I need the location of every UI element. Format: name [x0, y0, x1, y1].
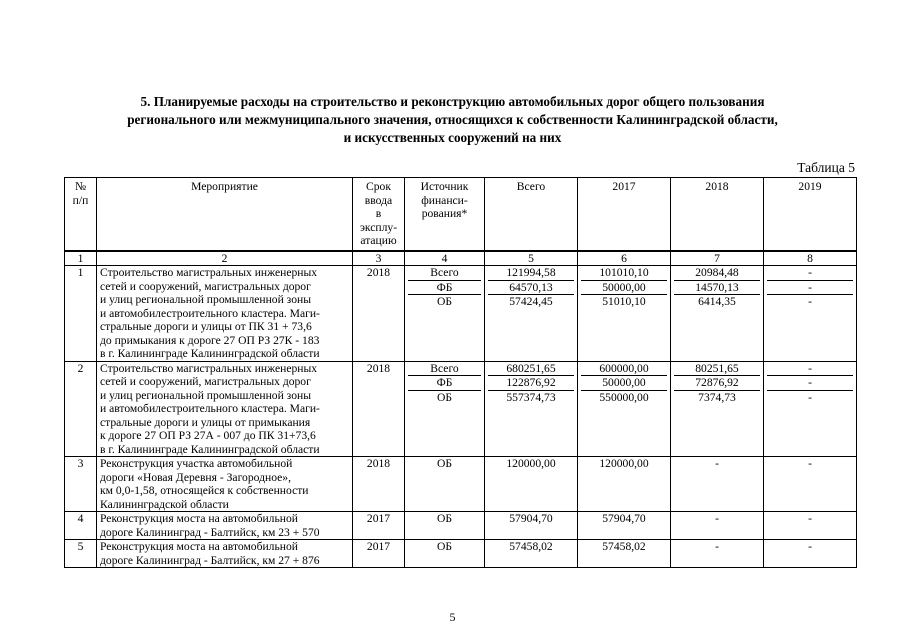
total-amount — [485, 361, 578, 457]
amount-2018-value: 80251,65 — [674, 362, 760, 377]
event-description — [97, 540, 353, 568]
expenses-table — [64, 177, 857, 568]
event-description — [97, 512, 353, 540]
table-label: Таблица 5 — [797, 160, 855, 175]
header-2017: 2017 — [578, 178, 671, 251]
description-line: сетей и сооружений, магистральных дорог — [100, 375, 311, 388]
description-line: Реконструкция моста на автомобильной — [100, 540, 298, 553]
heading-line-3: и искусственных сооружений на них — [343, 130, 562, 145]
event-description — [97, 361, 353, 457]
amount-2017 — [578, 361, 671, 457]
table-row — [65, 540, 857, 568]
description-line: Реконструкция моста на автомобильной — [100, 512, 298, 525]
total-amount-value: 57458,02 — [509, 540, 553, 553]
row-number: 3 — [65, 457, 97, 512]
event-description — [97, 457, 353, 512]
funding-source — [405, 540, 485, 568]
description-line: и улиц региональной промышленной зоны — [100, 293, 311, 306]
total-amount — [485, 266, 578, 362]
column-number: 7 — [671, 251, 764, 266]
amount-2019-value: - — [767, 266, 853, 281]
funding-source — [405, 512, 485, 540]
row-number: 5 — [65, 540, 97, 568]
description-line: в г. Калининграде Калининградской области — [100, 347, 320, 360]
funding-source-value: Всего — [408, 266, 481, 281]
amount-2017-value: 120000,00 — [599, 457, 649, 470]
commissioning-year: 2018 — [353, 457, 405, 512]
description-line: и автомобилестроительного кластера. Маги- — [100, 402, 320, 415]
amount-2019-value: - — [767, 281, 853, 296]
amount-2018-value: 72876,92 — [674, 376, 760, 391]
amount-2018 — [671, 361, 764, 457]
header-source: Источник финанси- рования* — [405, 178, 485, 251]
commissioning-year: 2018 — [353, 361, 405, 457]
section-heading — [60, 93, 845, 147]
funding-source-value: ОБ — [436, 540, 453, 553]
total-amount-value: 57424,45 — [509, 295, 553, 308]
amount-2017 — [578, 457, 671, 512]
heading-line-1: 5. Планируемые расходы на строительство и реконструкцию автомобильных дорог общего пользования — [140, 94, 765, 109]
amount-2017-value: 600000,00 — [581, 362, 667, 377]
header-num: № п/п — [65, 178, 97, 251]
description-line: дороге Калининград - Балтийск, км 27 + 876 — [100, 553, 320, 567]
table-row — [65, 266, 857, 362]
amount-2018-value: 14570,13 — [674, 281, 760, 296]
description-line: стральные дороги и улицы от ПК 31 + 73,6 — [100, 320, 312, 333]
amount-2019 — [764, 361, 857, 457]
event-description — [97, 266, 353, 362]
total-amount-value: 120000,00 — [506, 457, 556, 470]
commissioning-year: 2018 — [353, 266, 405, 362]
column-number: 3 — [353, 251, 405, 266]
funding-source-value: ОБ — [436, 457, 453, 470]
amount-2018-value: - — [715, 540, 719, 553]
header-total: Всего — [485, 178, 578, 251]
description-line: Строительство магистральных инженерных — [100, 266, 318, 279]
table-row — [65, 512, 857, 540]
funding-source-value: ОБ — [436, 295, 453, 308]
amount-2019-value: - — [767, 362, 853, 377]
amount-2019-value: - — [808, 295, 812, 308]
amount-2018 — [671, 512, 764, 540]
amount-2017 — [578, 266, 671, 362]
header-term: Срок ввода в эксплу- атацию — [353, 178, 405, 251]
description-line: до примыкания к дороге 27 ОП РЗ 27К - 183 — [100, 333, 320, 347]
description-line: Реконструкция участка автомобильной — [100, 457, 293, 470]
amount-2017-value: 50000,00 — [581, 281, 667, 296]
commissioning-year: 2017 — [353, 512, 405, 540]
row-number: 4 — [65, 512, 97, 540]
amount-2019 — [764, 512, 857, 540]
total-amount-value: 557374,73 — [506, 390, 556, 404]
amount-2018 — [671, 540, 764, 568]
amount-2019 — [764, 540, 857, 568]
column-number-row — [65, 251, 857, 266]
amount-2018-value: 20984,48 — [674, 266, 760, 281]
amount-2017-value: 101010,10 — [581, 266, 667, 281]
amount-2018 — [671, 457, 764, 512]
table-header-row — [65, 178, 857, 251]
total-amount — [485, 540, 578, 568]
total-amount — [485, 512, 578, 540]
amount-2018 — [671, 266, 764, 362]
header-2019: 2019 — [764, 178, 857, 251]
column-number: 5 — [485, 251, 578, 266]
funding-source-value: ОБ — [436, 512, 453, 525]
amount-2017-value: 50000,00 — [581, 376, 667, 391]
row-number: 1 — [65, 266, 97, 362]
amount-2018-value: 7374,73 — [698, 390, 736, 404]
funding-source — [405, 361, 485, 457]
table-row — [65, 361, 857, 457]
amount-2017-value: 51010,10 — [602, 295, 646, 308]
amount-2018-value: 6414,35 — [698, 295, 736, 308]
total-amount-value: 57904,70 — [509, 512, 553, 525]
amount-2018-value: - — [715, 512, 719, 525]
total-amount-value: 121994,58 — [488, 266, 574, 281]
description-line: сетей и сооружений, магистральных дорог — [100, 279, 311, 293]
column-number: 8 — [764, 251, 857, 266]
amount-2017 — [578, 540, 671, 568]
description-line: Строительство магистральных инженерных — [100, 361, 318, 375]
column-number: 4 — [405, 251, 485, 266]
amount-2019 — [764, 457, 857, 512]
amount-2017-value: 57904,70 — [602, 512, 646, 525]
total-amount-value: 64570,13 — [488, 281, 574, 296]
amount-2018-value: - — [715, 457, 719, 470]
description-line: и улиц региональной промышленной зоны — [100, 388, 311, 402]
description-line: дороги «Новая Деревня - Загородное», — [100, 470, 291, 484]
funding-source-value: ФБ — [408, 376, 481, 391]
amount-2017 — [578, 512, 671, 540]
column-number: 1 — [65, 251, 97, 266]
description-line: км 0,0-1,58, относящейся к собственности — [100, 484, 309, 497]
amount-2019-value: - — [808, 457, 812, 470]
funding-source — [405, 457, 485, 512]
header-2018: 2018 — [671, 178, 764, 251]
amount-2017-value: 550000,00 — [599, 390, 649, 404]
funding-source-value: ОБ — [436, 390, 453, 404]
amount-2017-value: 57458,02 — [602, 540, 646, 553]
column-number: 6 — [578, 251, 671, 266]
total-amount-value: 680251,65 — [488, 362, 574, 377]
description-line: и автомобилестроительного кластера. Маги- — [100, 306, 320, 320]
amount-2019 — [764, 266, 857, 362]
row-number: 2 — [65, 361, 97, 457]
description-line: стральные дороги и улицы от примыкания — [100, 415, 311, 429]
funding-source — [405, 266, 485, 362]
page-number: 5 — [449, 610, 456, 624]
header-event: Мероприятие — [97, 178, 353, 251]
amount-2019-value: - — [808, 390, 812, 404]
funding-source-value: ФБ — [408, 281, 481, 296]
description-line: Калининградской области — [100, 497, 229, 511]
amount-2019-value: - — [767, 376, 853, 391]
description-line: дороге Калининград - Балтийск, км 23 + 570 — [100, 525, 320, 539]
total-amount — [485, 457, 578, 512]
table-row — [65, 457, 857, 512]
heading-line-2: регионального или межмуниципального значения, относящихся к собственности Калининградской области, — [127, 112, 778, 127]
amount-2019-value: - — [808, 512, 812, 525]
description-line: к дороге 27 ОП РЗ 27А - 007 до ПК 31+73,6 — [100, 429, 316, 442]
amount-2019-value: - — [808, 540, 812, 553]
funding-source-value: Всего — [408, 362, 481, 377]
total-amount-value: 122876,92 — [488, 376, 574, 391]
commissioning-year: 2017 — [353, 540, 405, 568]
column-number: 2 — [97, 251, 353, 266]
description-line: в г. Калининграде Калининградской области — [100, 442, 320, 456]
